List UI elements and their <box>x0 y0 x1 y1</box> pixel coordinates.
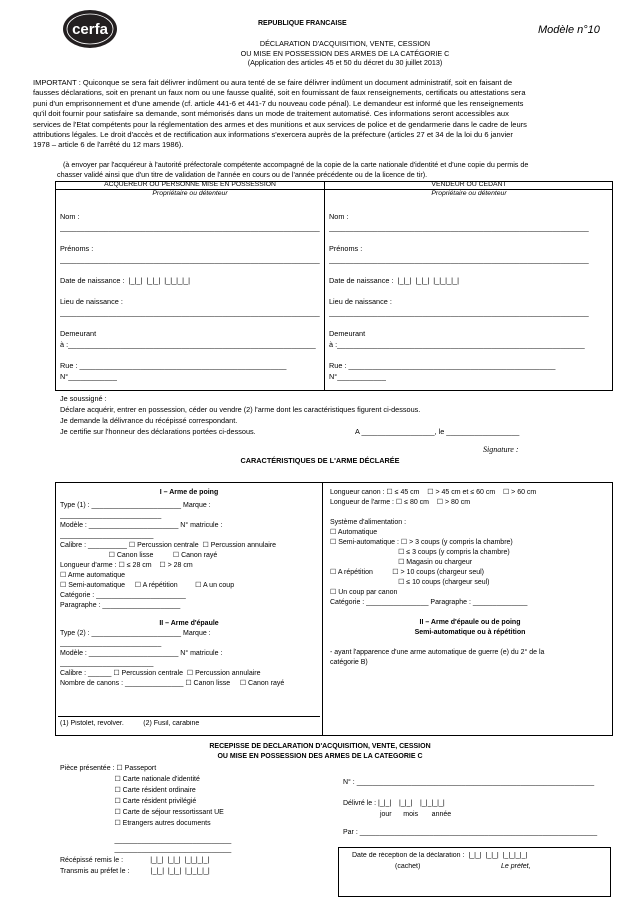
seller-header: VENDEUR OU CÉDANT <box>431 181 507 188</box>
buyer-line[interactable]: Rue : ___________________________________________________ <box>60 361 287 370</box>
seller-line <box>329 351 609 361</box>
seller-line: Demeurant <box>329 329 366 338</box>
seller-line[interactable]: ________________________________________________________________ <box>329 308 589 317</box>
reception-date[interactable]: Date de réception de la déclaration : |_|_| |_|_| |_|_|_|_| <box>352 852 528 859</box>
buyer-line <box>60 319 320 329</box>
form-title: DÉCLARATION D'ACQUISITION, VENTE, CESSION OU MISE EN POSSESSION DES ARMES DE LA CATÉGORIE C (Application des articles 45 et 50 du décret du 30 juillet 2013) <box>240 39 450 67</box>
buyer-line <box>60 287 320 297</box>
seller-line[interactable]: ________________________________________________________________ <box>329 255 589 264</box>
buyer-line[interactable]: à :_____________________________________________________________ <box>60 340 316 349</box>
buyer-line[interactable]: ________________________________________________________________ <box>60 308 320 317</box>
characteristics-title: CARACTÉRISTIQUES DE L'ARME DÉCLARÉE <box>240 456 400 465</box>
cachet-label: (cachet) <box>395 863 421 870</box>
buyer-line <box>60 351 320 361</box>
footnote: (1) Pistolet, revolver. (2) Fusil, carabine <box>60 720 200 727</box>
buyer-line: Prénoms : <box>60 244 94 253</box>
seller-line <box>329 287 609 297</box>
seller-line[interactable]: Date de naissance : |_|_| |_|_| |_|_|_|_| <box>329 276 459 285</box>
seller-fields <box>329 212 609 383</box>
seller-line[interactable]: ________________________________________________________________ <box>329 223 589 232</box>
seller-line: Lieu de naissance : <box>329 297 392 306</box>
seller-line <box>329 266 609 276</box>
buyer-line <box>60 234 320 244</box>
cerfa-logo <box>62 8 118 50</box>
republic-label: REPUBLIQUE FRANCAISE <box>258 20 347 27</box>
buyer-line: Nom : <box>60 212 80 221</box>
seller-line: Prénoms : <box>329 244 363 253</box>
buyer-line[interactable]: Date de naissance : |_|_| |_|_| |_|_|_|_| <box>60 276 190 285</box>
buyer-header: ACQUÉREUR OU PERSONNE MISE EN POSSESSION <box>104 181 276 188</box>
long-gun-section: Longueur canon : ☐ ≤ 45 cm ☐ > 45 cm et ≤ 60 cm ☐ > 60 cm Longueur de l'arme : ☐ ≤ 80 cm ☐ > 80 cm Système d'alimentation : ☐ Automatique ☐ Semi-automatique : ☐ > 3 coups (y compris la chambre) ☐ ≤ 3 coups (y compris la chambre) ☐ Magasin ou chargeur ☐ A répétition ☐ > 10 coups (chargeur seul) ☐ ≤ 10 coups (chargeur seul) ☐ Un coup par canon Catégorie : ________________ Paragraphe : ______________ II – Arme d'épaule ou de poing Semi-automatique ou à répétition - ayant l'apparence d'une arme automatique de guerre (e) du 2° de la catégorie B) <box>330 489 545 666</box>
seller-line <box>329 234 609 244</box>
buyer-subheader: Propriétaire ou détenteur <box>152 190 228 197</box>
model-number: Modèle n°10 <box>538 24 600 36</box>
place-date-field[interactable]: A __________________, le __________________ <box>355 427 520 436</box>
important-notice: IMPORTANT : Quiconque se sera fait délivrer indûment ou aura tenté de se faire délivrer indûment un document administratif, soit en faisant de fausses déclarations, soit en prenant un faux nom ou une fausse qualité, soit en fournissant de faux renseignements, certificats ou attestations sera puni d'un emprisonnement et d'une amende (cf. article 441-6 et 441-7 du nouveau code pénal). Le demandeur est informé que les renseignements qu'il doit fournir pour satisfaire sa demande, sont mémorisés dans un mode de traitement automatisé. Ces informations seront accessibles aux services de l'Etat compétents pour la réglementation des armes et des munitions et aux services de police et de gendarmerie dans le cadre de leurs attributions légales. Le droit d'accès et de rectification aux informations s'exercera auprès de la préfecture (articles 27 et 34 de la loi du 6 janvier 1978 – article 6 de l'arrêté du 12 mars 1986). <box>33 78 527 150</box>
declaration-block: Je soussigné : Déclare acquérir, entrer en possession, céder ou vendre (2) l'arme dont les caractéristiques figurent ci-dessous. Je demande la délivrance du récépissé correspondant. Je certifie sur l'honneur des déclarations portées ci-dessous. <box>60 394 421 436</box>
receipt-title: RECEPISSE DE DECLARATION D'ACQUISITION, VENTE, CESSION OU MISE EN POSSESSION DES ARMES DE LA CATEGORIE C <box>209 743 431 760</box>
receipt-left: Pièce présentée : ☐ Passeport ☐ Carte nationale d'identité ☐ Carte résident ordinaire ☐ Carte résident privilégié ☐ Carte de séjour ressortissant UE ☐ Etrangers autres documents ______________________________ ______________________________ Récépissé remis le : |_|_| |_|_| |_|_|_|_| Transmis au préfet le : |_|_| |_|_| |_|_|_|_| <box>60 765 232 875</box>
buyer-line[interactable]: N°____________ <box>60 372 117 381</box>
seller-line[interactable]: à :_____________________________________________________________ <box>329 340 585 349</box>
receipt-right: N° : _____________________________________________________________ Délivré le : |_|_| |_|_| |_|_|_|_| jour mois année Par : _____________________________________________________________ <box>343 779 598 836</box>
buyer-line[interactable]: ________________________________________________________________ <box>60 255 320 264</box>
seller-line <box>329 319 609 329</box>
seller-subheader: Propriétaire ou détenteur <box>431 190 507 197</box>
seller-line[interactable]: N°____________ <box>329 372 386 381</box>
send-note: (à envoyer par l'acquéreur à l'autorité préfectorale compétente accompagné de la copie de la carte nationale d'identité et d'une copie du permis de chasser validé ainsi que d'un titre de validation de l'année en cours ou de l'année précédente ou de la licence de tir). <box>57 160 529 179</box>
buyer-line: Demeurant <box>60 329 97 338</box>
buyer-line: Lieu de naissance : <box>60 297 123 306</box>
seller-line[interactable]: Rue : ___________________________________________________ <box>329 361 556 370</box>
signature-label: Signature : <box>483 445 519 454</box>
handgun-section: I – Arme de poing Type (1) : _______________________ Marque : __________________________ Modèle : _______________________ N° matricule : ________________________ Calibre : __________ ☐ Percussion centrale ☐ Percussion annulaire ☐ Canon lisse ☐ Canon rayé Longueur d'arme : ☐ ≤ 28 cm ☐ > 28 cm ☐ Arme automatique ☐ Semi-automatique ☐ A répétition ☐ A un coup Catégorie : _______________________ Paragraphe : ____________________ II – Arme d'épaule Type (2) : _______________________ Marque : __________________________ Modèle : _______________________ N° matricule : ________________________ Calibre : ______ ☐ Percussion centrale ☐ Percussion annulaire Nombre de canons : _______________ ☐ Canon lisse ☐ Canon rayé <box>60 489 285 687</box>
svg-text:cerfa: cerfa <box>72 21 108 38</box>
prefet-label: Le préfet, <box>501 863 531 870</box>
buyer-line[interactable]: ________________________________________________________________ <box>60 223 320 232</box>
buyer-line <box>60 266 320 276</box>
seller-line: Nom : <box>329 212 349 221</box>
buyer-fields <box>60 212 320 383</box>
